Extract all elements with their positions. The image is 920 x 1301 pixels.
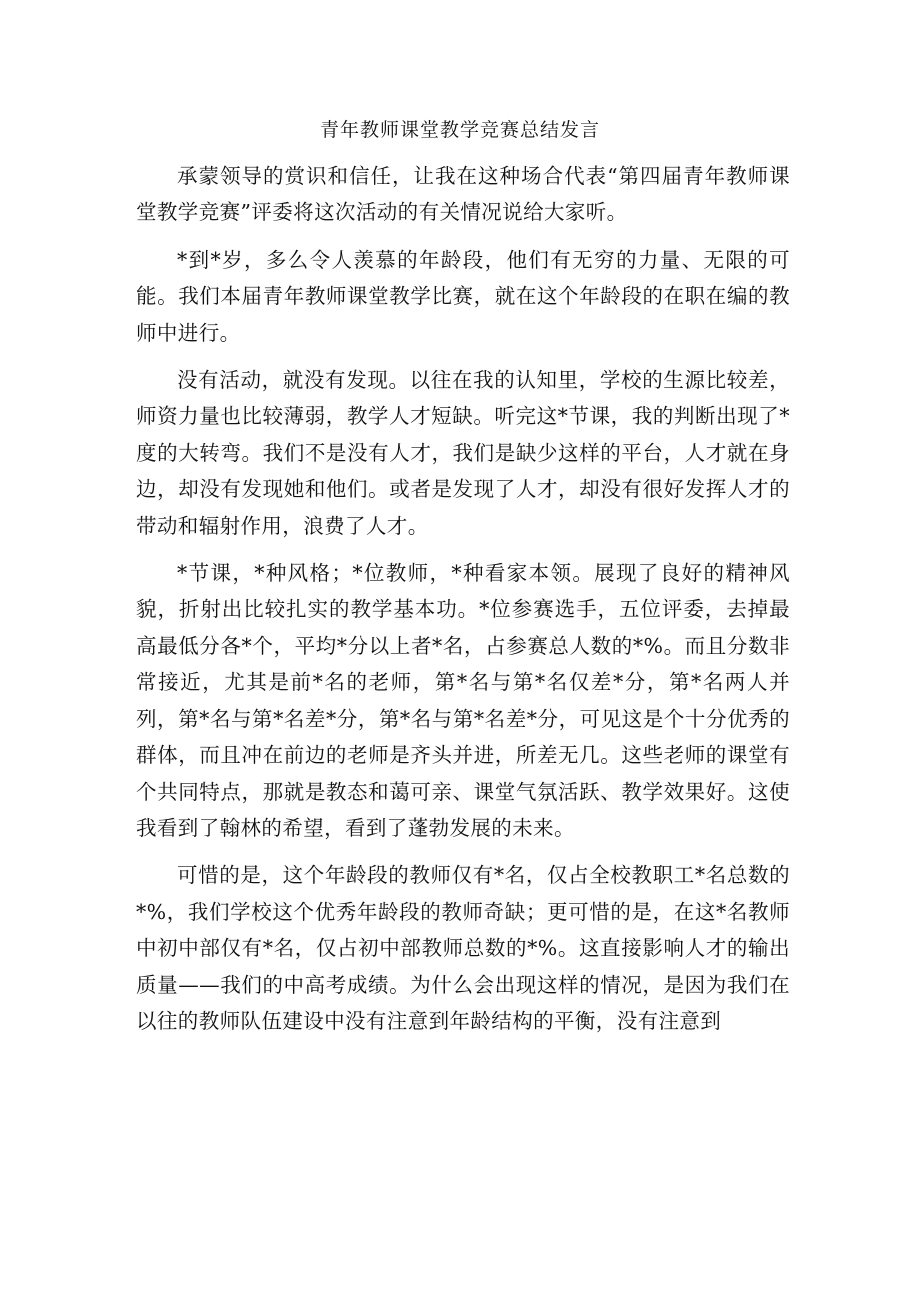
paragraph: 可惜的是，这个年龄段的教师仅有*名，仅占全校教职工*名总数的*%，我们学校这个优秀年龄段的教师奇缺；更可惜的是，在这*名教师中初中部仅有*名，仅占初中部教师总数的*%。这直接影响人才的输出质量——我们的中高考成绩。为什么会出现这样的情况，是因为我们在以往的教师队伍建设中没有注意到年龄结构的平衡，没有注意到 <box>136 863 790 1033</box>
paragraph: 没有活动，就没有发现。以往在我的认知里，学校的生源比较差，师资力量也比较薄弱，教学人才短缺。听完这*节课，我的判断出现了*度的大转弯。我们不是没有人才，我们是缺少这样的平台，人才就在身边，却没有发现她和他们。或者是发现了人才，却没有很好发挥人才的带动和辐射作用，浪费了人才。 <box>136 368 790 538</box>
document-body <box>136 158 790 1050</box>
document-title: 青年教师课堂教学竞赛总结发言 <box>319 119 600 141</box>
paragraph: *到*岁，多么令人羡慕的年龄段，他们有无穷的力量、无限的可能。我们本届青年教师课堂教学比赛，就在这个年龄段的在职在编的教师中进行。 <box>136 247 790 345</box>
paragraph: *节课，*种风格；*位教师，*种看家本领。展现了良好的精神风貌，折射出比较扎实的教学基本功。*位参赛选手，五位评委，去掉最高最低分各*个，平均*分以上者*名，占参赛总人数的*%。而且分数非常接近，尤其是前*名的老师，第*名与第*名仅差*分，第*名两人并列，第*名与第*名差*分，第*名与第*名差*分，可见这是个十分优秀的群体，而且冲在前边的老师是齐头并进，所差无几。这些老师的课堂有个共同特点，那就是教态和蔼可亲、课堂气氛活跃、教学效果好。这使我看到了翰林的希望，看到了蓬勃发展的未来。 <box>136 561 790 840</box>
paragraph: 承蒙领导的赏识和信任，让我在这种场合代表“第四届青年教师课堂教学竞赛”评委将这次活动的有关情况说给大家听。 <box>136 164 790 225</box>
